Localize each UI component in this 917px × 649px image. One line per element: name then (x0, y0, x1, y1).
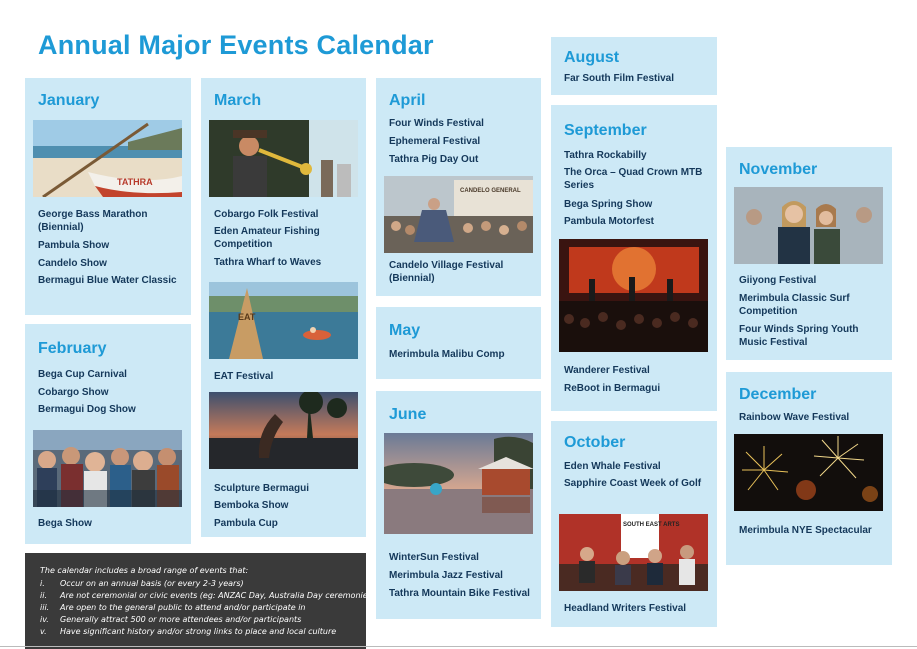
month-title-december: December (739, 386, 817, 403)
month-card-september (551, 105, 717, 411)
photo-nye-fireworks (734, 434, 883, 511)
month-title-october: October (564, 434, 626, 451)
criteria-item: iv. Generally attract 500 or more attendees and/or participants (40, 615, 302, 624)
criteria-item: i. Occur on an annual basis (or every 2-3 years) (40, 579, 244, 588)
page-title: Annual Major Events Calendar (38, 30, 434, 60)
photo-cobargo-folk-musician (209, 120, 358, 197)
event-item: Bega Spring Show (564, 199, 653, 210)
month-card-january (25, 78, 191, 315)
month-title-may: May (389, 322, 421, 339)
event-item: Bega Show (38, 518, 92, 529)
event-item: Candelo Village Festival (Biennial) (389, 260, 504, 284)
photo-wanderer-concert (559, 239, 708, 352)
event-item: Four Winds Spring Youth Music Festival (739, 324, 859, 348)
event-item: Tathra Rockabilly (564, 150, 647, 161)
south-east-arts-text: SOUTH EAST ARTS (623, 522, 680, 528)
photo-sculpture-bermagui (209, 392, 358, 469)
event-item: Tathra Wharf to Waves (214, 257, 322, 268)
event-item: Pambula Motorfest (564, 216, 655, 227)
bottom-divider (0, 646, 917, 647)
event-item: Bega Cup Carnival (38, 369, 127, 380)
event-item: Cobargo Show (38, 387, 109, 398)
event-item: Tathra Mountain Bike Festival (389, 588, 530, 599)
event-item: Four Winds Festival (389, 118, 484, 129)
notes-intro: The calendar includes a broad range of events that: (40, 566, 249, 575)
event-item: Tathra Pig Day Out (389, 154, 479, 165)
month-card-november (726, 147, 892, 360)
eat-sign-text: EAT (238, 312, 256, 322)
event-item: Eden Whale Festival (564, 461, 661, 472)
event-item: Merimbula Jazz Festival (389, 570, 503, 581)
month-title-june: June (389, 406, 427, 423)
photo-candelo-village-festival (384, 176, 533, 253)
event-item: ReBoot in Bermagui (564, 383, 661, 394)
month-title-november: November (739, 161, 818, 178)
criteria-item: iii. Are open to the general public to attend and/or participate in (40, 603, 306, 612)
month-card-april (376, 78, 541, 296)
event-item: The Orca – Quad Crown MTB Series (564, 167, 703, 191)
month-title-january: January (38, 92, 100, 109)
event-item: Bermagui Blue Water Classic (38, 275, 177, 286)
photo-giiyong-festival (734, 187, 883, 264)
event-item: Merimbula Classic Surf Competition (739, 293, 850, 317)
month-title-august: August (564, 49, 620, 66)
month-card-december (726, 372, 892, 565)
month-title-april: April (389, 92, 426, 109)
criteria-item: ii. Are not ceremonial or civic events (eg: ANZAC Day, Australia Day ceremonies) (40, 591, 375, 600)
event-item: Sapphire Coast Week of Golf (564, 478, 702, 489)
event-item: Rainbow Wave Festival (739, 412, 850, 423)
month-card-february (25, 324, 191, 544)
event-item: Eden Amateur Fishing Competition (214, 226, 320, 250)
month-card-october (551, 421, 717, 627)
event-item: Sculpture Bermagui (214, 483, 310, 494)
event-item: Merimbula Malibu Comp (389, 349, 505, 360)
event-item: Bemboka Show (214, 500, 289, 511)
event-item: Pambula Cup (214, 518, 278, 529)
event-item: WinterSun Festival (389, 552, 479, 563)
photo-wintersun-boathouse (384, 433, 533, 534)
event-item: George Bass Marathon (Biennial) (38, 209, 148, 233)
event-item: Giiyong Festival (739, 275, 817, 286)
month-card-august (551, 37, 717, 95)
month-title-february: February (38, 340, 107, 357)
month-card-june (376, 391, 541, 619)
photo-headland-writers-panel (559, 514, 708, 591)
event-item: Wanderer Festival (564, 365, 650, 376)
month-card-march (201, 78, 366, 537)
event-item: Ephemeral Festival (389, 136, 481, 147)
event-item: Headland Writers Festival (564, 603, 687, 614)
event-item: Merimbula NYE Spectacular (739, 525, 872, 536)
photo-bega-show-crowd (33, 430, 182, 507)
month-title-september: September (564, 122, 647, 139)
event-item: Bermagui Dog Show (38, 404, 136, 415)
event-item: Far South Film Festival (564, 73, 675, 84)
event-item: EAT Festival (214, 371, 274, 382)
criteria-item: v. Have significant history and/or strong links to place and local culture (40, 627, 337, 636)
boat-name-text: TATHRA (117, 177, 153, 187)
candelo-sign-text: CANDELO GENERAL (460, 188, 521, 194)
event-item: Candelo Show (38, 258, 107, 269)
event-item: Pambula Show (38, 240, 110, 251)
event-item: Cobargo Folk Festival (214, 209, 319, 220)
photo-tathra-boat (33, 120, 182, 197)
month-title-march: March (214, 92, 262, 109)
month-card-may (376, 307, 541, 379)
photo-eat-festival-sign (209, 282, 358, 359)
criteria-notes (25, 553, 375, 649)
